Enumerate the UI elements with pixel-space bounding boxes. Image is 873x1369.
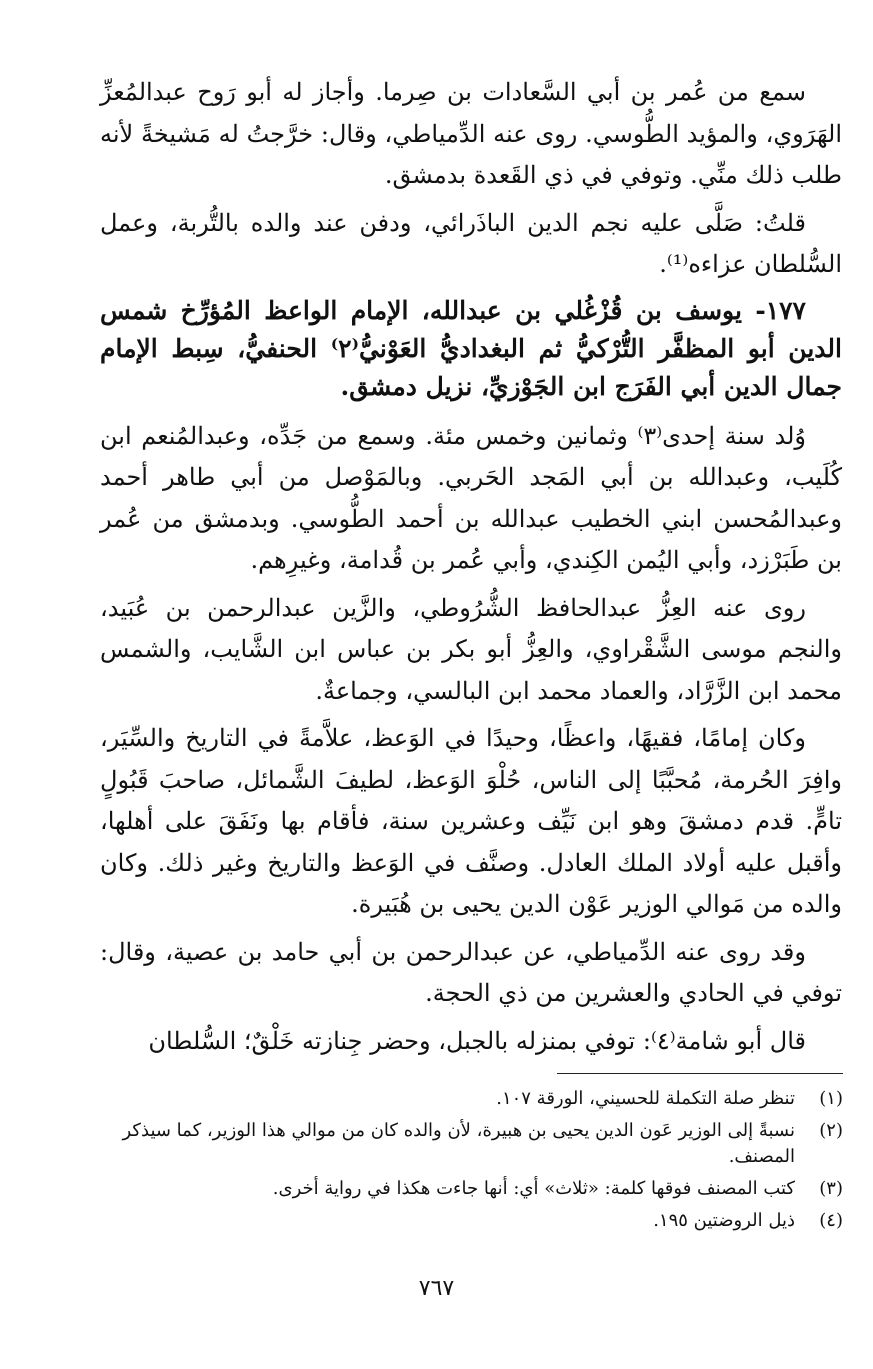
footnote-number: (٤)	[819, 1210, 843, 1231]
footnote	[63, 1086, 843, 1112]
footnotes	[63, 1086, 843, 1240]
page-number: ٧٦٧	[418, 1276, 455, 1301]
footnote	[63, 1208, 843, 1234]
footnote	[63, 1118, 843, 1170]
main-text	[100, 72, 842, 1068]
entry-heading-177: ١٧٧- يوسف بن قُزْغُلي بن عبدالله، الإمام الواعظ المُؤرِّخ شمس الدين أبو المظفَّر التُّرْكيُّ ثم البغداديُّ العَوْنيُّ⁽٢⁾ الحنفيُّ، سِبط الإمام جمال الدين أبي الفَرَج ابن الجَوْزيِّ، نزيل دمشق.	[100, 295, 842, 401]
paragraph-5: روى عنه العِزُّ عبدالحافظ الشُّرُوطي، والزَّين عبدالرحمن بن عُبَيد، والنجم موسى الشَّقْراوي، والعِزُّ أبو بكر بن عباس ابن الشَّايب، والشمس محمد ابن الزَّرَّاد، والعماد محمد ابن البالسي، وجماعةٌ.	[100, 593, 842, 705]
footnote-divider	[557, 1073, 843, 1074]
footnote-number: (١)	[819, 1088, 843, 1109]
paragraph-1: سمع من عُمر بن أبي السَّعادات بن صِرما. وأجاز له أبو رَوح عبدالمُعزِّ الهَرَوي، والمؤيد الطُّوسي. روى عنه الدِّمياطي، وقال: خرَّجتُ له مَشيخةً لأنه طلب ذلك منِّي. وتوفي في ذي القَعدة بدمشق.	[100, 78, 842, 189]
footnote-text: نسبةً إلى الوزير عَون الدين يحيى بن هبيرة، لأن والده كان من موالي هذا الوزير، كما سيذكر المصنف.	[122, 1120, 795, 1167]
footnote-text: ذيل الروضتين ١٩٥.	[653, 1210, 795, 1231]
paragraph-4: وُلد سنة إحدى⁽٣⁾ وثمانين وخمس مئة. وسمع من جَدِّه، وعبدالمُنعم ابن كُلَيب، وعبدالله بن أبي المَجد الحَربي. وبالمَوْصل من أبي طاهر أحمد وعبدالمُحسن ابني الخطيب عبدالله بن أحمد الطُّوسي. وبدمشق من عُمر بن طَبَرْزد، وأبي اليُمن الكِندي، وأبي عُمر بن قُدامة، وغيرِهم.	[100, 421, 842, 574]
footnote-number: (٢)	[819, 1120, 843, 1141]
footnote-text: كتب المصنف فوقها كلمة: «ثلاث» أي: أنها جاءت هكذا في رواية أخرى.	[272, 1178, 795, 1199]
paragraph-8: قال أبو شامة⁽٤⁾: توفي بمنزله بالجبل، وحضر جِنازته خَلْقٌ؛ السُّلطان	[148, 1026, 806, 1055]
footnote-text: تنظر صلة التكملة للحسيني، الورقة ١٠٧.	[496, 1088, 795, 1109]
paragraph-6: وكان إمامًا، فقيهًا، واعظًا، وحيدًا في الوَعظ، علاَّمةً في التاريخ والسِّيَر، وافِرَ الحُرمة، مُحبَّبًا إلى الناس، حُلْوَ الوَعظ، لطيفَ الشَّمائل، صاحبَ قَبُولٍ تامٍّ. قدم دمشقَ وهو ابن نَيِّف وعشرين سنة، فأقام بها ونَفَقَ على أهلها، وأقبل عليه أولاد الملك العادل. وصنَّف في الوَعظ والتاريخ وغير ذلك. وكان والده من مَوالي الوزير عَوْن الدين يحيى بن هُبَيرة.	[100, 724, 842, 918]
footnote	[63, 1176, 843, 1202]
paragraph-2: قلتُ: صَلَّى عليه نجم الدين الباذَرائي، ودفن عند والده بالتُّربة، وعمل السُّلطان عزاءه⁽¹⁾.	[100, 208, 842, 278]
footnote-number: (٣)	[819, 1178, 843, 1199]
paragraph-7: وقد روى عنه الدِّمياطي، عن عبدالرحمن بن أبي حامد بن عصية، وقال: توفي في الحادي والعشرين من ذي الحجة.	[100, 937, 842, 1007]
